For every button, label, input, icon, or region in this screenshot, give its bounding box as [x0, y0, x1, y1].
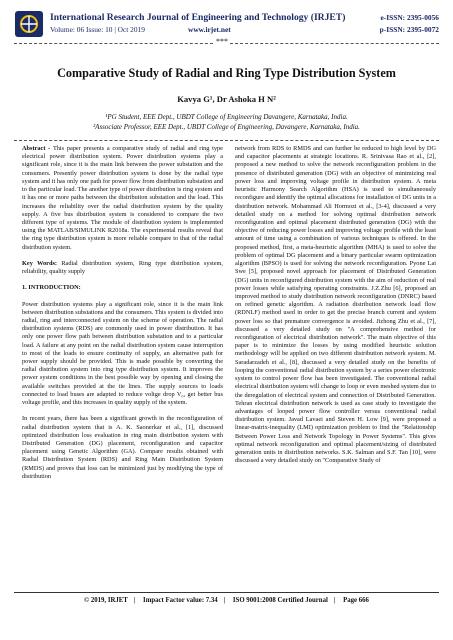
paper-authors: Kavya G¹, Dr Ashoka H N²: [177, 94, 276, 104]
footer-copyright: © 2019, IRJET: [84, 597, 128, 604]
abstract: [22, 145, 223, 252]
intro-paragraph-2: In recent years, there has been a significant growth in the reconfiguration of radial distribution system that is A. K. Saonerkar et al., [1], discussed optimized distribution loss evaluation in ring main distribution system with Distributed Generation (DG) placement, reconfiguration and capacitor placement using Genetic Algorithm (GA). Compare results obtained with Radial Distribution System (RDS) and Ring Main Distribution System (RMDS) and proves that loss can be minimized just by modifying the type of distribution: [22, 415, 223, 480]
abstract-text: This paper presents a comparative study of radial and ring type electrical power distribution system. Power distribution systems play a significant role, since it is the main link between the power substation and the consumers. Presently power distribution system is done by the radial type system and it has only one path for power flow from distribution substation and to the particular load. The another type of power distribution is ring system and it has one or more paths between the distribution substation and the load. This increases the reliability over the radial distribution system by the quality supply. A five bus distribution system is considered to compare the two different type of systems. The module of distribution system is implemented using the MATLAB/SIMULINK R2018a. The experimental results reveal that the ring type distribution system is more reliable compare to that of the radial distribution system.: [22, 145, 223, 251]
journal-name: International Research Journal of Engineering and Technology (IRJET): [50, 12, 346, 23]
keywords: [22, 260, 223, 276]
footer-impact: Impact Factor value: 7.34: [143, 597, 218, 604]
literature-paragraph: network from RDS to RMDS and can further be reduced to high level by DG and capacitor placements at strategic locations. R. Srinivasa Rao et al., [2], proposed a new method to solve the network reconfiguration problem in the presence of distributed generation (DG) with an objective of minimizing real power loss and improving voltage profile in distribution system. A meta heuristic Harmony Search Algorithm (HSA) is used to simultaneously reconfigure and identify the optimal allocations for installation of DG units in a distribution network. Mohammad Ali Hormozi et al., [3-4], discussed a very detailed study on a method for solving optimal distribution network reconfiguration and optimal placement distributed generation (DG) with the objective of reducing power losses and improving voltage profile with the least amount of time using a combination of various techniques is offered. In the proposed method, first, a meta-heuristic algorithm (MHA) is used to solve the problem of optimal DG placement and a binary particular swarm optimization algorithm (BPSO) is used for solving the network reconfiguration. Pyone Lai Swe [5], proposed novel approach for placement of Distributed Generation (DG) units in reconfigured distribution system with the aim of reduction of real power losses while satisfying operating constraints. J.Z.Zhu [6], proposed an improved method to study distribution network reconfiguration (DNRC) based on refined genetic algorithm. A radiation distribution network load flow (RDNLF) method used in order to get the precise branch current and system power loss so that premature convergence is avoided. Jizhong Zhu et al., [7], discussed a very detailed study on "A comprehensive method for reconfiguration of electrical distribution network". The main objective of this paper is to minimize the losses by using modified heuristic solution methodology will be applied on two different distribution network system. M. Saradarzadeh et al., [8], discussed a very detailed study on the benefits of looping the conventional radial distribution system by a series power electronic system to control power flow has been investigated. The conventional radial electrical distribution system will change to loop or even meshed system due to the deregulation of electrical system and connection of Distributed Generation. Tehran electrical distribution network is used as case study to investigate the advantages of looped power flow controller versus conventional radial distribution system. Javad Lavaei and Steven H. Low [9], were proposed a linear-matrix-inequality (LMI) optimization problem to find the "Relationship Between Power Loss and Network Topology in Power Systems". This gives optimal network reconfiguration and optimal placement/sizing of distributed generation units in distribution networks. S.K. Salman and S.F. Tan [10], were discussed a very detailed study on "Comparative Study of: [235, 145, 436, 465]
irjet-logo-icon: [14, 10, 44, 38]
affiliation-1: ¹PG Student, EEE Dept., UBDT College of Engineering Davangere, Karnataka, India.: [105, 113, 348, 121]
footer-page: Page 666: [343, 597, 369, 604]
abstract-label: Abstract -: [22, 145, 53, 152]
left-column: [22, 145, 223, 481]
footer-iso: ISO 9001:2008 Certified Journal: [232, 597, 328, 604]
keywords-text: Radial distribution system, Ring type distribution system, reliability, quality supply: [22, 259, 223, 276]
header-separator: ***: [216, 37, 228, 46]
paper-title: Comparative Study of Radial and Ring Type Distribution System: [57, 66, 396, 80]
journal-url[interactable]: www.irjet.net: [188, 25, 231, 34]
header-divider: [14, 37, 439, 46]
footer-divider: [14, 592, 439, 593]
section-heading: 1. INTRODUCTION:: [22, 284, 81, 292]
keywords-label: Key Words:: [22, 259, 62, 267]
affiliation-2: ²Associate Professor, EEE Dept., UBDT College of Engineering, Davangere, Karnataka, India.: [93, 123, 360, 131]
page-footer: © 2019, IRJET | Impact Factor value: 7.34 | ISO 9001:2008 Certified Journal | Page 666: [84, 597, 369, 604]
right-column: [235, 145, 436, 466]
volume-issue: [50, 25, 231, 34]
volume-text: Volume: 06 Issue: 10 | Oct 2019: [50, 25, 145, 34]
eissn: e-ISSN: 2395-0056: [380, 13, 439, 22]
pissn: p-ISSN: 2395-0072: [379, 25, 439, 34]
intro-paragraph-1: Power distribution systems play a significant role, since it is the main link between distribution substations and the consumers. This system is divided into radial, ring and interconnected system on the scheme of operation. The radial distribution systems (RDS) are commonly used in power distribution. It has only one power flow path between distribution substation and to a particular load. A failure at any point on the radial distribution system cause interruption to most of the loads to ensure continuity of supply, an alternative path for power supply should be provided. This is made possible by converting the radial distribution system into ring type distribution system. It improves the power system conditions in the best possible way by opening and closing the available switches provided at the tie lines. The supply sources to loads connected to load buses are adapted to reduce voltge drop V₀, get better bus voltage profile, and this increases in quality supply of the system.: [22, 300, 223, 407]
body-divider: [14, 140, 439, 141]
